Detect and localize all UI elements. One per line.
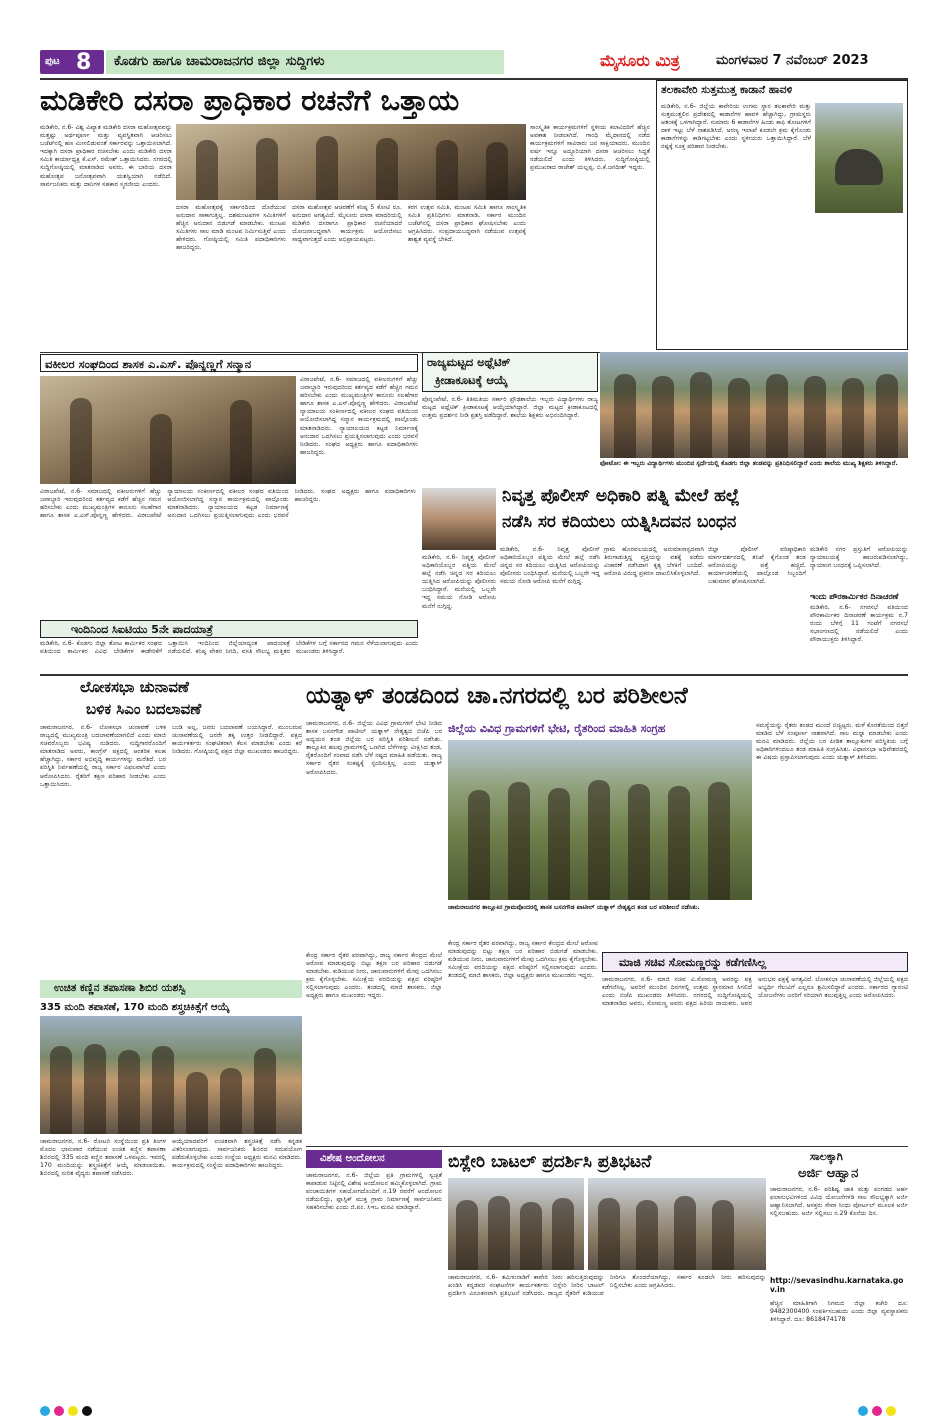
eye-camp-body: ಚಾಮರಾಜನಗರ, ನ.6- ರೋಟರಿ ಸಂಸ್ಥೆಯಿಂದ ಪ್ರತಿ ತಿಂಗಳ ಮೊದಲ ಭಾನುವಾರ ನಡೆಯುವ ಉಚಿತ ಕಣ್ಣಿನ ತಪಾಸಣಾ ಶಿಬಿರದಲ್ಲಿ 335 ಮಂದಿ ಕಣ್ಣಿನ ತಪಾಸಣೆ ಒಳಪಟ್ಟರು. ಇವರಲ್ಲಿ 170 ಮಂದಿಯನ್ನು ಶಸ್ತ್ರಚಿಕಿತ್ಸೆಗೆ ಆಯ್ಕೆ ಮಾಡಲಾಯಿತು. ಶಿಬಿರದಲ್ಲಿ ನುರಿತ ವೈದ್ಯರು ತಪಾಸಣೆ ನಡೆಸಿದರು. (40, 1138, 168, 1178)
drought-col-2: ಕೇಂದ್ರ ಸರ್ಕಾರ ರೈತರ ಪರವಾಗಿದ್ದು, ರಾಜ್ಯ ಸರ್ಕಾರ ಕೇಂದ್ರದ ಮೇಲೆ ಆರೋಪ ಮಾಡುವುದನ್ನು ಬಿಟ್ಟು ತಕ್ಷಣ ಬರ ಪರಿಹಾರ ಬಿಡುಗಡೆ ಮಾಡಬೇಕು. ಕುಡಿಯುವ ನೀರು, ಜಾನುವಾರುಗಳಿಗೆ ಮೇವು ಒದಗಿಸಲು ಕ್ರಮ ಕೈಗೊಳ್ಳಬೇಕು. ಸಮೀಕ್ಷೆಯ ವರದಿಯನ್ನು ಪಕ್ಷದ ವರಿಷ್ಠರಿಗೆ ಸಲ್ಲಿಸಲಾಗುವುದು ಎಂದರು. ತಂಡದಲ್ಲಿ ಮಾಜಿ ಶಾಸಕರು, ಜಿಲ್ಲಾ ಅಧ್ಯಕ್ಷರು ಹಾಗೂ ಮುಖಂಡರು ಇದ್ದರು. (448, 940, 600, 980)
athletics-headline-line2: ಕ್ರೀಡಾಕೂಟಕ್ಕೆ ಆಯ್ಕೆ (435, 373, 508, 387)
cm-body: ಚಾಮರಾಜನಗರ, ನ.6- ಲೋಕಸಭಾ ಚುನಾವಣೆ ಬಳಿಕ ರಾಜ್ಯದಲ್ಲಿ ಮುಖ್ಯಮಂತ್ರಿ ಬದಲಾವಣೆಯಾಗಲಿದೆ ಎಂದು ಮಾಜಿ ಸಚಿವರೊಬ್ಬರು ಭವಿಷ್ಯ ನುಡಿದರು. ಸುದ್ದಿಗಾರರೊಂದಿಗೆ ಮಾತನಾಡಿದ ಅವರು, ಕಾಂಗ್ರೆಸ್ ಪಕ್ಷದಲ್ಲಿ ಆಂತರಿಕ ಕಲಹ ಹೆಚ್ಚಾಗಿದ್ದು, ಸರ್ಕಾರ ಅಭಿವೃದ್ಧಿ ಕಾರ್ಯಗಳನ್ನು ಮರೆತಿದೆ. ಬರ ಪರಿಸ್ಥಿತಿ ನಿರ್ವಹಣೆಯಲ್ಲಿ ರಾಜ್ಯ ಸರ್ಕಾರ ವಿಫಲವಾಗಿದೆ ಎಂದು ಆರೋಪಿಸಿದರು. ರೈತರಿಗೆ ತಕ್ಷಣ ಪರಿಹಾರ ನೀಡಬೇಕು ಎಂದು ಒತ್ತಾಯಿಸಿದರು. (40, 724, 168, 788)
elephant-photo (815, 103, 903, 213)
arrest-col-2: ಗ್ರಾಮ ಹೊರವಲಯದಲ್ಲಿ ಅನುಮಾನಾಸ್ಪದವಾಗಿ ತಿರುಗಾಡುತ್ತಿದ್ದ ವ್ಯಕ್ತಿಯನ್ನು ವಶಕ್ಕೆ ಪಡೆದು ವಿಚಾರಣೆ ನಡೆಸಿದಾಗ ಕೃತ್ಯ ಬೆಳಕಿಗೆ ಬಂದಿದೆ. ಆರೋಪಿ ವಿರುದ್ಧ ಪ್ರಕರಣ ದಾಖಲಿಸಿಕೊಳ್ಳಲಾಗಿದೆ. (604, 546, 706, 578)
page-number-badge (40, 50, 104, 74)
lead-col-3: ದಸರಾ ಮಹೋತ್ಸವ ಆಚರಣೆಗೆ ಕನಿಷ್ಠ 5 ಕೋಟಿ ರೂ. ಅನುದಾನ ಅಗತ್ಯವಿದೆ. ಮೈಸೂರು ದಸರಾ ಮಾದರಿಯಲ್ಲಿ ಮಡಿಕೇರಿ ದಸರಾಗೂ ಪ್ರಾಧಿಕಾರ ರಚನೆಯಾದರೆ ಯೋಜನಾಬದ್ಧವಾಗಿ ಕಾರ್ಯಕ್ರಮ ಆಯೋಜಿಸಲು ಸಾಧ್ಯವಾಗುತ್ತದೆ ಎಂದು ಅಭಿಪ್ರಾಯಪಟ್ಟರು. (292, 204, 404, 244)
rule-3 (306, 1146, 908, 1147)
civic-headline: ಇಂದು ಪೌರಕಾರ್ಮಿಕರ ದಿನಾಚರಣೆ (810, 592, 899, 601)
elephant-body: ಮಡಿಕೇರಿ, ನ.6- ಜಿಲ್ಲೆಯ ಕಾವೇರಿಯ ಉಗಮ ಸ್ಥಾನ ತಲಕಾವೇರಿ ಮತ್ತು ಸುತ್ತಮುತ್ತಲಿನ ಪ್ರದೇಶದಲ್ಲಿ ಕಾಡಾನೆಗಳ ಹಾವಳಿ ಹೆಚ್ಚಾಗಿದ್ದು, ಗ್ರಾಮಸ್ಥರು ಆತಂಕಕ್ಕೆ ಒಳಗಾಗಿದ್ದಾರೆ. ಸುಮಾರು 6 ಕಾಡಾನೆಗಳ ಹಿಂಡು ಕಾಫಿ ತೋಟಗಳಿಗೆ ದಾಳಿ ಇಟ್ಟು ಬೆಳೆ ನಾಶಪಡಿಸಿದೆ. ಅರಣ್ಯ ಇಲಾಖೆ ಕೂಡಲೇ ಕ್ರಮ ಕೈಗೊಂಡು ಕಾಡಾನೆಗಳನ್ನು ಕಾಡಿಗಟ್ಟಬೇಕು ಎಂದು ಸ್ಥಳೀಯರು ಒತ್ತಾಯಿಸಿದ್ದಾರೆ. ಬೆಳೆ ನಷ್ಟಕ್ಕೆ ಸೂಕ್ತ ಪರಿಹಾರ ನೀಡಬೇಕು. (661, 103, 813, 151)
cm-headline (40, 678, 302, 720)
athletics-headline (422, 352, 598, 392)
athletics-body: ಪೊನ್ನಂಪೇಟೆ, ನ.6- ತಿತಿಮತಿಯ ಸರ್ಕಾರಿ ಪ್ರೌಢಶಾಲೆಯ ಇಬ್ಬರು ವಿದ್ಯಾರ್ಥಿಗಳು ರಾಜ್ಯ ಮಟ್ಟದ ಅಥ್ಲೆಟಿಕ್ ಕ್ರೀಡಾಕೂಟಕ್ಕೆ ಆಯ್ಕೆಯಾಗಿದ್ದಾರೆ. ಜಿಲ್ಲಾ ಮಟ್ಟದ ಕ್ರೀಡಾಕೂಟದಲ್ಲಿ ಉತ್ತಮ ಪ್ರದರ್ಶನ ನೀಡಿ ಪ್ರಶಸ್ತಿ ಪಡೆದಿದ್ದಾರೆ. ಶಾಲೆಯ ಶಿಕ್ಷಕರು ಅಭಿನಂದಿಸಿದ್ದಾರೆ. (422, 396, 600, 420)
drive-label: ವಿಶೇಷ ಆಂದೋಲನ (320, 1153, 385, 1164)
drive-body: ಚಾಮರಾಜನಗರ, ನ.6- ಜಿಲ್ಲೆಯ ಪ್ರತಿ ಗ್ರಾಮಗಳಲ್ಲಿ ಸ್ವಚ್ಛತೆ ಕಾಪಾಡುವ ನಿಟ್ಟಿನಲ್ಲಿ ವಿಶೇಷ ಆಂದೋಲನ ಹಮ್ಮಿಕೊಳ್ಳಲಾಗಿದೆ. ಗ್ರಾಮ ಪಂಚಾಯಿತಿಗಳ ಸಹಯೋಗದೊಂದಿಗೆ ನ.19 ರವರೆಗೆ ಆಂದೋಲನ ನಡೆಯಲಿದ್ದು, ಪ್ಲಾಸ್ಟಿಕ್ ಮುಕ್ತ ಗ್ರಾಮ ನಿರ್ಮಾಣಕ್ಕೆ ಸಾರ್ವಜನಿಕರು ಸಹಕರಿಸಬೇಕು ಎಂದು ಜಿ.ಪಂ. ಸಿಇಒ ಮನವಿ ಮಾಡಿದ್ದಾರೆ. (306, 1172, 444, 1212)
drought-col-4: ಕೇಂದ್ರ ಸರ್ಕಾರ ರೈತರ ಪರವಾಗಿದ್ದು, ರಾಜ್ಯ ಸರ್ಕಾರ ಕೇಂದ್ರದ ಮೇಲೆ ಆರೋಪ ಮಾಡುವುದನ್ನು ಬಿಟ್ಟು ತಕ್ಷಣ ಬರ ಪರಿಹಾರ ಬಿಡುಗಡೆ ಮಾಡಬೇಕು. ಕುಡಿಯುವ ನೀರು, ಜಾನುವಾರುಗಳಿಗೆ ಮೇವು ಒದಗಿಸಲು ಕ್ರಮ ಕೈಗೊಳ್ಳಬೇಕು. ಸಮೀಕ್ಷೆಯ ವರದಿಯನ್ನು ಪಕ್ಷದ ವರಿಷ್ಠರಿಗೆ ಸಲ್ಲಿಸಲಾಗುವುದು ಎಂದರು. ತಂಡದಲ್ಲಿ ಮಾಜಿ ಶಾಸಕರು, ಜಿಲ್ಲಾ ಅಧ್ಯಕ್ಷರು ಹಾಗೂ ಮುಖಂಡರು ಇದ್ದರು. (306, 952, 444, 1000)
athletics-photo (600, 352, 908, 458)
eye-camp-body-2: ಆಯ್ಕೆಯಾದವರಿಗೆ ಉಚಿತವಾಗಿ ಶಸ್ತ್ರಚಿಕಿತ್ಸೆ ನಡೆಸಿ ಕನ್ನಡಕ ವಿತರಿಸಲಾಗುವುದು. ಸಾರ್ವಜನಿಕರು ಶಿಬಿರದ ಸದುಪಯೋಗ ಪಡೆದುಕೊಳ್ಳಬೇಕು ಎಂದು ಸಂಸ್ಥೆಯ ಅಧ್ಯಕ್ಷರು ಮನವಿ ಮಾಡಿದರು. ಕಾರ್ಯಕ್ರಮದಲ್ಲಿ ಸಂಸ್ಥೆಯ ಪದಾಧಿಕಾರಿಗಳು ಹಾಜರಿದ್ದರು. (172, 1138, 304, 1170)
arrest-mugshot (422, 488, 496, 550)
eye-camp-subheadline: 335 ಮಂದಿ ತಪಾಸಣೆ, 170 ಮಂದಿ ಶಸ್ತ್ರಚಿಕಿತ್ಸೆಗೆ ಆಯ್ಕೆ (40, 1002, 230, 1013)
eye-camp-headline-box (40, 980, 302, 998)
elephant-headline-text: ತಲಕಾವೇರಿ ಸುತ್ತಮುತ್ತ ಕಾಡಾನೆ ಹಾವಳಿ (661, 84, 793, 96)
lead-col-5: ಸಾಂಸ್ಕೃತಿಕ ಕಾರ್ಯಕ್ರಮಗಳಿಗೆ ಸ್ಥಳೀಯ ಕಲಾವಿದರಿಗೆ ಹೆಚ್ಚಿನ ಅವಕಾಶ ನೀಡಲಾಗಿದೆ. ಗಾಂಧಿ ಮೈದಾನದಲ್ಲಿ ನಡೆದ ಕಾರ್ಯಕ್ರಮಗಳಿಗೆ ಸಾವಿರಾರು ಜನ ಸಾಕ್ಷಿಯಾದರು. ಮುಂದಿನ ವರ್ಷ ಇನ್ನೂ ಅದ್ಧೂರಿಯಾಗಿ ದಸರಾ ಆಚರಿಸಲು ಸಿದ್ಧತೆ ನಡೆಯಲಿದೆ ಎಂದು ತಿಳಿಸಿದರು. ಸುದ್ದಿಗೋಷ್ಠಿಯಲ್ಲಿ ಪ್ರಮುಖರಾದ ರಾಜೇಶ್ ಯಲ್ಲಪ್ಪ, ಬಿ.ಕೆ.ಜಗದೀಶ್ ಇದ್ದರು. (530, 124, 652, 172)
cm-body-2: ಬಂಡಿ ಅಲ್ಲ, ಜನರು ಬದಲಾವಣೆ ಬಯಸಿದ್ದಾರೆ. ಮುಂಬರುವ ಚುನಾವಣೆಯಲ್ಲಿ ಜನರೇ ತಕ್ಕ ಉತ್ತರ ನೀಡಲಿದ್ದಾರೆ. ಪಕ್ಷದ ಕಾರ್ಯಕರ್ತರು ಸಂಘಟಿತರಾಗಿ ಕೆಲಸ ಮಾಡಬೇಕು ಎಂದು ಕರೆ ನೀಡಿದರು. ಗೋಷ್ಠಿಯಲ್ಲಿ ಪಕ್ಷದ ಜಿಲ್ಲಾ ಮುಖಂಡರು ಹಾಜರಿದ್ದರು. (172, 724, 304, 756)
somanna-body: ಚಾಮರಾಜನಗರ, ನ.6- ಮಾಜಿ ಸಚಿವ ವಿ.ಸೋಮಣ್ಣ ಅವರನ್ನು ಪಕ್ಷ ಕಡೆಗಣಿಸಿಲ್ಲ. ಅವರಿಗೆ ಮುಂದಿನ ದಿನಗಳಲ್ಲಿ ಉತ್ತಮ ಸ್ಥಾನಮಾನ ಸಿಗಲಿದೆ ಎಂದು ಬಿಜೆಪಿ ಮುಖಂಡರು ತಿಳಿಸಿದರು. ನಗರದಲ್ಲಿ ಸುದ್ದಿಗೋಷ್ಠಿಯಲ್ಲಿ ಮಾತನಾಡಿದ ಅವರು, ಸೋಮಣ್ಣ ಅವರು ಪಕ್ಷದ ಹಿರಿಯ ನಾಯಕರು. ಅವರ ಅನುಭವ ಪಕ್ಷಕ್ಕೆ ಅಗತ್ಯವಿದೆ. ಲೋಕಸಭಾ ಚುನಾವಣೆಯಲ್ಲಿ ಜಿಲ್ಲೆಯಲ್ಲಿ ಪಕ್ಷದ ಅಭ್ಯರ್ಥಿ ಗೆಲುವಿಗೆ ಎಲ್ಲರೂ ಶ್ರಮಿಸಲಿದ್ದಾರೆ ಎಂದರು. ಸರ್ಕಾರದ ಗ್ಯಾರಂಟಿ ಯೋಜನೆಗಳು ಜನರಿಗೆ ಸರಿಯಾಗಿ ತಲುಪುತ್ತಿಲ್ಲ ಎಂದು ಆರೋಪಿಸಿದರು. (602, 976, 910, 1008)
lawyers-headline-text: ವಕೀಲರ ಸಂಘದಿಂದ ಶಾಸಕ ಎ.ಎಸ್. ಪೊನ್ನಣ್ಣಗೆ ಸನ್ಮಾನ (45, 357, 252, 371)
arrest-headline-line2: ನಡೆಸಿ ಸರ ಕದಿಯಲು ಯತ್ನಿಸಿದವನ ಬಂಧನ (502, 512, 737, 532)
issue-date: ಮಂಗಳವಾರ 7 ನವೆಂಬರ್ 2023 (716, 53, 869, 68)
lead-col-2: ದಸರಾ ಮಹೋತ್ಸವಕ್ಕೆ ಸರ್ಕಾರದಿಂದ ದೊರೆಯುವ ಅನುದಾನ ಸಾಕಾಗುತ್ತಿಲ್ಲ. ದಶಮಂಟಪಗಳ ಸಮಿತಿಗಳಿಗೆ ಹೆಚ್ಚಿನ ಅನುದಾನ ಬಿಡುಗಡೆ ಮಾಡಬೇಕು. ಮಂಟಪ ಸಮಿತಿಗಳು ಸಾಲ ಮಾಡಿ ಮಂಟಪ ನಿರ್ಮಿಸುತ್ತಿವೆ ಎಂದು ಹೇಳಿದರು. ಗೋಷ್ಠಿಯಲ್ಲಿ ಸಮಿತಿ ಪದಾಧಿಕಾರಿಗಳು ಹಾಜರಿದ್ದರು. (176, 204, 288, 252)
arrest-headline-line1: ನಿವೃತ್ತ ಪೊಲೀಸ್ ಅಧಿಕಾರಿ ಪತ್ನಿ ಮೇಲೆ ಹಲ್ಲೆ (502, 486, 740, 506)
page-label: ಪುಟ (45, 56, 60, 67)
drought-headline (306, 678, 908, 718)
paper-name: ಮೈಸೂರು ಮಿತ್ರ (600, 51, 680, 70)
padayatra-headline-text: ಇಂದಿನಿಂದ ಸಿಐಟಿಯು 5ನೇ ಪಾದಯಾತ್ರೆ (71, 623, 213, 636)
page-number: 8 (76, 50, 92, 75)
reg-mark-magenta-r (872, 1406, 882, 1416)
arrest-col-1: ಮಡಿಕೇರಿ, ನ.6- ನಿವೃತ್ತ ಪೊಲೀಸ್ ಅಧಿಕಾರಿಯೊಬ್ಬರ ಪತ್ನಿಯ ಮೇಲೆ ಹಲ್ಲೆ ನಡೆಸಿ ಚಿನ್ನದ ಸರ ಕದಿಯಲು ಯತ್ನಿಸಿದ ಆರೋಪಿಯನ್ನು ಪೊಲೀಸರು ಬಂಧಿಸಿದ್ದಾರೆ. ಮನೆಯಲ್ಲಿ ಒಬ್ಬರೇ ಇದ್ದ ಸಮಯ ನೋಡಿ ಆರೋಪಿ ಮನೆಗೆ ನುಗ್ಗಿದ್ದ. (500, 546, 602, 586)
drought-headline-text: ಯತ್ನಾಳ್ ತಂಡದಿಂದ ಚಾ.ನಗರದಲ್ಲಿ ಬರ ಪರಿಶೀಲನೆ (306, 683, 688, 709)
padayatra-body: ಮಡಿಕೇರಿ, ನ.6- ಕೊಡಗು ಜಿಲ್ಲಾ ತೋಟ ಕಾರ್ಮಿಕರ ಸಂಘದ ವತಿಯಿಂದ ಕಾರ್ಮಿಕರ ವಿವಿಧ ಬೇಡಿಕೆಗಳ ಈಡೇರಿಕೆಗೆ ಒತ್ತಾಯಿಸಿ ಇಂದಿನಿಂದ ಜಿಲ್ಲೆಯಾದ್ಯಂತ ಪಾದಯಾತ್ರೆ ನಡೆಯಲಿದೆ. ಕನಿಷ್ಠ ವೇತನ ನಿಗದಿ, ವಸತಿ ಸೌಲಭ್ಯ ಮತ್ತಿತರ ಬೇಡಿಕೆಗಳ ಬಗ್ಗೆ ಸರ್ಕಾರದ ಗಮನ ಸೆಳೆಯಲಾಗುವುದು ಎಂದು ಮುಖಂಡರು ತಿಳಿಸಿದ್ದಾರೆ. (40, 640, 420, 656)
loan-body: ಚಾಮರಾಜನಗರ, ನ.6- ಪರಿಶಿಷ್ಟ ಜಾತಿ ಮತ್ತು ಪಂಗಡದ ಅರ್ಹ ಫಲಾನುಭವಿಗಳಿಂದ ವಿವಿಧ ಯೋಜನೆಗಳಡಿ ಸಾಲ ಸೌಲಭ್ಯಕ್ಕಾಗಿ ಅರ್ಜಿ ಆಹ್ವಾನಿಸಲಾಗಿದೆ. ಆಸಕ್ತರು ಸೇವಾ ಸಿಂಧು ಪೋರ್ಟಲ್ ಮೂಲಕ ಅರ್ಜಿ ಸಲ್ಲಿಸಬಹುದು. ಅರ್ಜಿ ಸಲ್ಲಿಸಲು ನ.29 ಕೊನೆಯ ದಿನ. (770, 1186, 910, 1218)
cm-headline-line2: ಬಳಿಕ ಸಿಎಂ ಬದಲಾವಣೆ (86, 700, 202, 718)
drought-col-1: ಚಾಮರಾಜನಗರ, ನ.6- ಜಿಲ್ಲೆಯ ವಿವಿಧ ಗ್ರಾಮಗಳಿಗೆ ಭೇಟಿ ನೀಡಿದ ಶಾಸಕ ಬಸನಗೌಡ ಪಾಟೀಲ್ ಯತ್ನಾಳ್ ನೇತೃತ್ವದ ಬಿಜೆಪಿ ಬರ ಅಧ್ಯಯನ ತಂಡ ಜಿಲ್ಲೆಯ ಬರ ಪರಿಸ್ಥಿತಿ ಪರಿಶೀಲನೆ ನಡೆಸಿತು. ತಾಲ್ಲೂಕಿನ ಹಲವು ಗ್ರಾಮಗಳಲ್ಲಿ ಒಣಗಿದ ಬೆಳೆಗಳನ್ನು ವೀಕ್ಷಿಸಿದ ತಂಡ, ರೈತರೊಂದಿಗೆ ಸಂವಾದ ನಡೆಸಿ ಬೆಳೆ ನಷ್ಟದ ಮಾಹಿತಿ ಪಡೆಯಿತು. ರಾಜ್ಯ ಸರ್ಕಾರ ರೈತರ ಸಂಕಷ್ಟಕ್ಕೆ ಸ್ಪಂದಿಸುತ್ತಿಲ್ಲ ಎಂದು ಯತ್ನಾಳ್ ಆರೋಪಿಸಿದರು. (306, 720, 444, 776)
lawyers-headline-box (40, 354, 418, 372)
athletics-caption: ಫೋಟೋ: ಈ ಇಬ್ಬರು ವಿದ್ಯಾರ್ಥಿಗಳು ಮುಂದಿನ ಸ್ಪರ್ಧೆಯಲ್ಲಿ ಕೊಡಗು ಜಿಲ್ಲಾ ತಂಡವನ್ನು ಪ್ರತಿನಿಧಿಸಲಿದ್ದಾರೆ ಎಂದು ಶಾಲೆಯ ಮುಖ್ಯ ಶಿಕ್ಷಕರು ತಿಳಿಸಿದ್ದಾರೆ. (600, 460, 898, 467)
somanna-headline-box (602, 952, 908, 972)
water-headline-text: ಬಿಸ್ಲೇರಿ ಬಾಟಲ್ ಪ್ರದರ್ಶಿಸಿ ಪ್ರತಿಭಟನೆ (448, 1152, 652, 1172)
eye-camp-photo (40, 1016, 302, 1134)
elephant-headline (657, 81, 906, 99)
arrest-col-3: ಜಿಲ್ಲಾ ಪೊಲೀಸ್ ವರಿಷ್ಠಾಧಿಕಾರಿ ಮಾರ್ಗದರ್ಶನದಲ್ಲಿ ತನಿಖೆ ಕೈಗೊಂಡ ತಂಡ ಆರೋಪಿಯನ್ನು ಪತ್ತೆ ಹಚ್ಚಿದೆ. ಕಾರ್ಯಾಚರಣೆಯಲ್ಲಿ ಪಾಲ್ಗೊಂಡ ಸಿಬ್ಬಂದಿಗೆ ಬಹುಮಾನ ಘೋಷಿಸಲಾಗಿದೆ. (708, 546, 808, 586)
reg-mark-cyan (40, 1406, 50, 1416)
loan-box (770, 1150, 908, 1398)
reg-mark-magenta (54, 1406, 64, 1416)
loan-site[interactable]: http://sevasindhu.karnataka.gov.in (770, 1276, 904, 1294)
arrest-col-4: ಮಡಿಕೇರಿ ನಗರ ಪ್ರಸ್ತುತಿಗೆ ಆರೋಪಿಯನ್ನು ನ್ಯಾಯಾಲಯಕ್ಕೆ ಹಾಜರುಪಡಿಸಲಾಗಿದ್ದು, ನ್ಯಾಯಾಂಗ ಬಂಧನಕ್ಕೆ ಒಪ್ಪಿಸಲಾಗಿದೆ. (810, 546, 910, 570)
reg-mark-yellow-r (886, 1406, 896, 1416)
civic-box (810, 592, 908, 670)
arrest-col-0: ಮಡಿಕೇರಿ, ನ.6- ನಿವೃತ್ತ ಪೊಲೀಸ್ ಅಧಿಕಾರಿಯೊಬ್ಬರ ಪತ್ನಿಯ ಮೇಲೆ ಹಲ್ಲೆ ನಡೆಸಿ ಚಿನ್ನದ ಸರ ಕದಿಯಲು ಯತ್ನಿಸಿದ ಆರೋಪಿಯನ್ನು ಪೊಲೀಸರು ಬಂಧಿಸಿದ್ದಾರೆ. ಮನೆಯಲ್ಲಿ ಒಬ್ಬರೇ ಇದ್ದ ಸಮಯ ನೋಡಿ ಆರೋಪಿ ಮನೆಗೆ ನುಗ್ಗಿದ್ದ. (422, 554, 498, 610)
water-headline (448, 1150, 760, 1176)
lead-col-4: ಕರಗ ಉತ್ಸವ ಸಮಿತಿ, ಮಂಟಪ ಸಮಿತಿ ಹಾಗೂ ಸಾಂಸ್ಕೃತಿಕ ಸಮಿತಿ ಪ್ರತಿನಿಧಿಗಳು ಮಾತನಾಡಿ, ಸರ್ಕಾರ ಮುಂದಿನ ಬಜೆಟ್‍ನಲ್ಲಿ ದಸರಾ ಪ್ರಾಧಿಕಾರ ಘೋಷಿಸಬೇಕು ಎಂದು ಆಗ್ರಹಿಸಿದರು. ಸಂಪ್ರದಾಯಬದ್ಧವಾಗಿ ನಡೆಯುವ ಉತ್ಸವಕ್ಕೆ ಶಾಶ್ವತ ವ್ಯವಸ್ಥೆ ಬೇಕಿದೆ. (408, 204, 528, 244)
athletics-headline-line1: ರಾಜ್ಯಮಟ್ಟದ ಅಥ್ಲೆಟಿಕ್ (427, 355, 511, 369)
lead-headline-text: ಮಡಿಕೇರಿ ದಸರಾ ಪ್ರಾಧಿಕಾರ ರಚನೆಗೆ ಒತ್ತಾಯ (40, 83, 460, 117)
somanna-headline-text: ಮಾಜಿ ಸಚಿವ ಸೋಮಣ್ಣರನ್ನು ಕಡೆಗಣಿಸಿಲ್ಲ (619, 956, 767, 969)
lawyers-photo (40, 376, 296, 484)
loan-headline-line1: ಸಾಲಕ್ಕಾಗಿ (810, 1150, 843, 1163)
elephant-box (656, 80, 908, 350)
rule-2 (40, 674, 908, 676)
drought-caption: ಚಾಮರಾಜನಗರ ತಾಲ್ಲೂಕಿನ ಗ್ರಾಮವೊಂದರಲ್ಲಿ ಶಾಸಕ ಬಸನಗೌಡ ಪಾಟೀಲ್ ಯತ್ನಾಳ್ ನೇತೃತ್ವದ ತಂಡ ಬರ ಪರಿಶೀಲನೆ ನಡೆಸಿತು. (448, 904, 700, 911)
lead-headline (40, 80, 652, 122)
reg-mark-cyan-r (858, 1406, 868, 1416)
drought-subheadline: ಜಿಲ್ಲೆಯ ವಿವಿಧ ಗ್ರಾಮಗಳಿಗೆ ಭೇಟಿ, ರೈತರಿಂದ ಮಾಹಿತಿ ಸಂಗ್ರಹ (448, 722, 666, 735)
loan-body-2: ಹೆಚ್ಚಿನ ಮಾಹಿತಿಗಾಗಿ ನಿಗಮದ ಜಿಲ್ಲಾ ಕಚೇರಿ ದೂ: 9482300400 ಸಂಪರ್ಕಿಸಬಹುದು ಎಂದು ಜಿಲ್ಲಾ ವ್ಯವಸ್ಥಾಪಕರು ತಿಳಿಸಿದ್ದಾರೆ. ದೂ: 8618474178 (770, 1300, 910, 1324)
masthead (40, 48, 908, 78)
arrest-headline (500, 486, 908, 540)
cm-headline-line1: ಲೋಕಸಭಾ ಚುನಾವಣೆ (80, 678, 189, 696)
drought-photo (448, 740, 752, 900)
civic-body: ಮಡಿಕೇರಿ, ನ.6- ನಗರಸಭೆ ವತಿಯಿಂದ ಪೌರಕಾರ್ಮಿಕರ ದಿನಾಚರಣೆ ಕಾರ್ಯಕ್ರಮ ನ.7 ರಂದು ಬೆಳಿಗ್ಗೆ 11 ಗಂಟೆಗೆ ನಗರಸಭೆ ಸಭಾಂಗಣದಲ್ಲಿ ನಡೆಯಲಿದೆ ಎಂದು ಪೌರಾಯುಕ್ತರು ತಿಳಿಸಿದ್ದಾರೆ. (810, 604, 910, 644)
lead-col-1: ಮಡಿಕೇರಿ, ನ.6- ವಿಶ್ವ ವಿಖ್ಯಾತ ಮಡಿಕೇರಿ ದಸರಾ ಮಹೋತ್ಸವವನ್ನು ಮತ್ತಷ್ಟು ಅರ್ಥಪೂರ್ಣ ಮತ್ತು ವ್ಯವಸ್ಥಿತವಾಗಿ ಆಚರಿಸಲು ಬಜೆಟ್‍ನಲ್ಲಿ ಹಣ ಮೀಸಲಿಡುವಂತೆ ಸರ್ಕಾರವನ್ನು ಒತ್ತಾಯಿಸಲಾಗಿದೆ. ಇದಕ್ಕಾಗಿ ದಸರಾ ಪ್ರಾಧಿಕಾರ ರಚಿಸಬೇಕು ಎಂದು ಮಡಿಕೇರಿ ದಸರಾ ಸಮಿತಿ ಕಾರ್ಯಾಧ್ಯಕ್ಷ ಕೆ.ಎಸ್. ರಮೇಶ್ ಒತ್ತಾಯಿಸಿದರು. ನಗರದಲ್ಲಿ ಸುದ್ದಿಗೋಷ್ಠಿಯಲ್ಲಿ ಮಾತನಾಡಿದ ಅವರು, ಈ ಬಾರಿಯ ದಸರಾ ಮಹೋತ್ಸವ ಜನೋತ್ಸವವಾಗಿ ಯಶಸ್ವಿಯಾಗಿ ನಡೆದಿದೆ. ಸಾರ್ವಜನಿಕರು ಮತ್ತು ದಾನಿಗಳ ಸಹಕಾರ ಸ್ಮರಣೀಯ ಎಂದರು. (40, 124, 174, 188)
lawyers-side: ವಿರಾಜಪೇಟೆ, ನ.6- ಸಮಾಜದಲ್ಲಿ ವಕೀಲರುಗಳಿಗೆ ಹೆಚ್ಚು ಜವಾಬ್ದಾರಿ ಇರುವುದರಿಂದ ಕರ್ತವ್ಯದ ಕಡೆಗೆ ಹೆಚ್ಚಿನ ಗಮನ ಹರಿಸಬೇಕು ಎಂದು ಮುಖ್ಯಮಂತ್ರಿಗಳ ಕಾನೂನು ಸಲಹೆಗಾರ ಹಾಗೂ ಶಾಸಕ ಎ.ಎಸ್.ಪೊನ್ನಣ್ಣ ಹೇಳಿದರು. ವಿರಾಜಪೇಟೆ ನ್ಯಾಯಾಲಯ ಸಂಕೀರ್ಣದಲ್ಲಿ ವಕೀಲರ ಸಂಘದ ವತಿಯಿಂದ ಆಯೋಜಿಸಲಾಗಿದ್ದ ಸನ್ಮಾನ ಕಾರ್ಯಕ್ರಮದಲ್ಲಿ ಪಾಲ್ಗೊಂಡು ಮಾತನಾಡಿದರು. ನ್ಯಾಯಾಲಯದ ಕಟ್ಟಡ ನಿರ್ಮಾಣಕ್ಕೆ ಅನುದಾನ ಒದಗಿಸಲು ಪ್ರಯತ್ನಿಸಲಾಗುವುದು ಎಂದು ಭರವಸೆ ನೀಡಿದರು. ಸಂಘದ ಅಧ್ಯಕ್ಷರು ಹಾಗೂ ಪದಾಧಿಕಾರಿಗಳು ಹಾಜರಿದ್ದರು. (300, 376, 420, 456)
water-body: ಚಾಮರಾಜನಗರ, ನ.6- ತಮಿಳುನಾಡಿಗೆ ಕಾವೇರಿ ನೀರು ಹರಿಸುತ್ತಿರುವುದನ್ನು ಖಂಡಿಸಿ ಕನ್ನಡಪರ ಸಂಘಟನೆಗಳ ಕಾರ್ಯಕರ್ತರು ಬಿಸ್ಲೇರಿ ನೀರಿನ ಬಾಟಲ್ ಪ್ರದರ್ಶಿಸಿ ವಿನೂತನವಾಗಿ ಪ್ರತಿಭಟನೆ ನಡೆಸಿದರು. ರಾಜ್ಯದ ರೈತರಿಗೆ ಕುಡಿಯುವ ನೀರಿಗೂ ತೊಂದರೆಯಾಗಿದ್ದು, ಸರ್ಕಾರ ಕೂಡಲೇ ನೀರು ಹರಿಸುವುದನ್ನು ನಿಲ್ಲಿಸಬೇಕು ಎಂದು ಆಗ್ರಹಿಸಿದರು. (448, 1274, 768, 1298)
reg-mark-yellow (68, 1406, 78, 1416)
section-title: ಕೊಡಗು ಹಾಗೂ ಚಾಮರಾಜನಗರ ಜಿಲ್ಲಾ ಸುದ್ದಿಗಳು (114, 54, 325, 69)
reg-mark-black (82, 1406, 92, 1416)
drive-label-box (306, 1150, 442, 1168)
lawyers-body: ವಿರಾಜಪೇಟೆ, ನ.6- ಸಮಾಜದಲ್ಲಿ ವಕೀಲರುಗಳಿಗೆ ಹೆಚ್ಚು ಜವಾಬ್ದಾರಿ ಇರುವುದರಿಂದ ಕರ್ತವ್ಯದ ಕಡೆಗೆ ಹೆಚ್ಚಿನ ಗಮನ ಹರಿಸಬೇಕು ಎಂದು ಮುಖ್ಯಮಂತ್ರಿಗಳ ಕಾನೂನು ಸಲಹೆಗಾರ ಹಾಗೂ ಶಾಸಕ ಎ.ಎಸ್.ಪೊನ್ನಣ್ಣ ಹೇಳಿದರು. ವಿರಾಜಪೇಟೆ ನ್ಯಾಯಾಲಯ ಸಂಕೀರ್ಣದಲ್ಲಿ ವಕೀಲರ ಸಂಘದ ವತಿಯಿಂದ ಆಯೋಜಿಸಲಾಗಿದ್ದ ಸನ್ಮಾನ ಕಾರ್ಯಕ್ರಮದಲ್ಲಿ ಪಾಲ್ಗೊಂಡು ಮಾತನಾಡಿದರು. ನ್ಯಾಯಾಲಯದ ಕಟ್ಟಡ ನಿರ್ಮಾಣಕ್ಕೆ ಅನುದಾನ ಒದಗಿಸಲು ಪ್ರಯತ್ನಿಸಲಾಗುವುದು ಎಂದು ಭರವಸೆ ನೀಡಿದರು. ಸಂಘದ ಅಧ್ಯಕ್ಷರು ಹಾಗೂ ಪದಾಧಿಕಾರಿಗಳು ಹಾಜರಿದ್ದರು. (40, 488, 418, 520)
section-banner (106, 50, 504, 74)
padayatra-headline-box (40, 620, 418, 638)
water-photo (448, 1178, 584, 1270)
drought-col-3: ಸಮಸ್ಯೆಯನ್ನು ರೈತರು ತಂಡದ ಮುಂದೆ ಬಿಚ್ಚಿಟ್ಟರು. ಮಳೆ ಕೊರತೆಯಿಂದ ಬಿತ್ತನೆ ಮಾಡಿದ ಬೆಳೆ ಸಂಪೂರ್ಣ ನಾಶವಾಗಿದೆ. ಸಾಲ ಮನ್ನಾ ಮಾಡಬೇಕು ಎಂದು ಮನವಿ ಮಾಡಿದರು. ಜಿಲ್ಲೆಯ ಬರ ಪೀಡಿತ ತಾಲ್ಲೂಕುಗಳ ಪರಿಸ್ಥಿತಿಯ ಬಗ್ಗೆ ಅಧಿಕಾರಿಗಳಿಂದಲೂ ತಂಡ ಮಾಹಿತಿ ಸಂಗ್ರಹಿಸಿತು. ವಿಧಾನಸಭಾ ಅಧಿವೇಶನದಲ್ಲಿ ಈ ವಿಷಯ ಪ್ರಸ್ತಾಪಿಸಲಾಗುವುದು ಎಂದು ಯತ್ನಾಳ್ ತಿಳಿಸಿದರು. (756, 722, 910, 762)
lead-photo (176, 124, 526, 200)
loan-headline-line2: ಅರ್ಜಿ ಆಹ್ವಾನ (798, 1166, 859, 1181)
water-photo-2 (588, 1178, 766, 1270)
eye-camp-headline-text: ಉಚಿತ ಕಣ್ಣಿನ ತಪಾಸಣಾ ಶಿಬಿರ ಯಶಸ್ವಿ (54, 982, 186, 994)
